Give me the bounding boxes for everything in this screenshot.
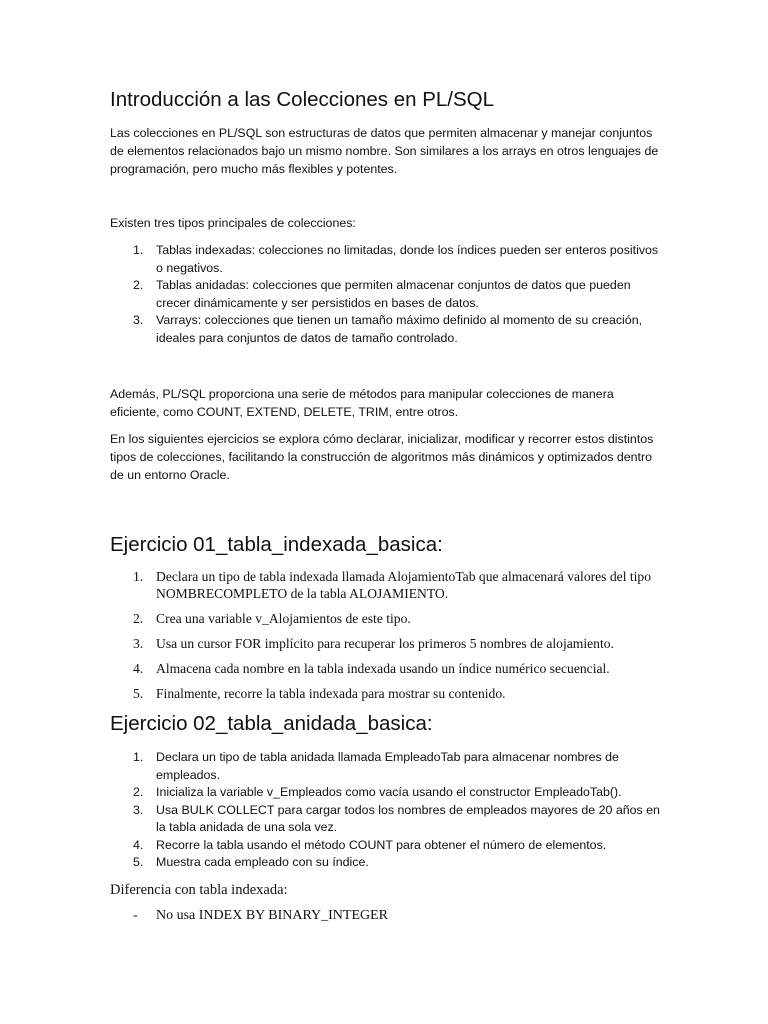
list-item-text: No usa INDEX BY BINARY_INTEGER [156,908,389,923]
list-item-text: Declara un tipo de tabla anidada llamada EmpleadoTab para almacenar nombres de empleados. [156,750,619,782]
list-item-text: Crea una variable v_Alojamientos de este tipo. [156,610,411,626]
list-item-text: Recorre la tabla usando el método COUNT para obtener el número de elementos. [156,837,607,852]
intro-title: Introducción a las Colecciones en PL/SQL [110,88,495,111]
exercise-02-title: Ejercicio 02_tabla_anidada_basica: [110,712,433,735]
list-item [110,837,660,855]
list-number: 3. [133,635,144,651]
exercise-02-steps [110,749,660,872]
list-number: 2. [133,785,144,799]
list-item-text: Usa un cursor FOR implícito para recuperar los primeros 5 nombres de alojamiento. [156,635,614,651]
list-item [110,569,660,602]
list-item [110,749,660,784]
differences-list [110,907,660,925]
list-number: 4. [133,837,144,852]
methods-paragraph: Además, PL/SQL proporciona una serie de métodos para manipular colecciones de manera eficiente, como COUNT, EXTEND, DELETE, TRIM, entre otros. [110,387,614,419]
list-item [110,636,660,653]
list-item-text: Usa BULK COLLECT para cargar todos los nombres de empleados mayores de 20 años en la tabla anidada de una sola vez. [156,802,660,834]
list-item [110,784,660,802]
list-item-text: Tablas anidadas: colecciones que permiten almacenar conjuntos de datos que pueden crecer dinámicamente y ser persistidos en bases de datos. [156,278,631,310]
list-number: 4. [133,660,144,676]
list-number: 3. [133,802,144,817]
collection-types-list [110,242,660,347]
dash-bullet: - [133,908,138,923]
list-item [110,661,660,678]
list-item [110,686,660,703]
list-number: 5. [133,685,144,701]
exercise-01-title: Ejercicio 01_tabla_indexada_basica: [110,533,443,556]
list-item [110,242,660,277]
list-item [110,312,660,347]
list-item [110,854,660,872]
list-item-text: Finalmente, recorre la tabla indexada para mostrar su contenido. [156,685,506,701]
list-item [110,277,660,312]
list-item-text: Varrays: colecciones que tienen un tamaño máximo definido al momento de su creación, ideales para conjuntos de datos de tamaño controlado. [156,313,643,345]
intro-paragraph: Las colecciones en PL/SQL son estructuras de datos que permiten almacenar y manejar conjuntos de elementos relacionados bajo un mismo nombre. Son similares a los arrays en otros lenguajes de programación, pero mucho más flexibles y potentes. [110,126,659,176]
difference-heading: Diferencia con tabla indexada: [110,882,288,898]
list-number: 2. [133,610,144,626]
list-item-text: Tablas indexadas: colecciones no limitadas, donde los índices pueden ser enteros positivos o negativos. [156,243,659,275]
list-item [110,802,660,837]
list-item [110,611,660,628]
list-item-text: Almacena cada nombre en la tabla indexada usando un índice numérico secuencial. [156,660,610,676]
list-number: 5. [133,855,144,869]
list-number: 1. [133,569,144,584]
list-number: 1. [133,243,144,257]
exercises-paragraph: En los siguientes ejercicios se explora cómo declarar, inicializar, modificar y recorrer estos distintos tipos de colecciones, facilitando la construcción de algoritmos más dinámicos y optimizados dentro de un entorno Oracle. [110,432,654,482]
list-number: 1. [133,750,144,764]
types-intro: Existen tres tipos principales de colecciones: [110,216,356,230]
list-number: 2. [133,278,144,292]
list-number: 3. [133,313,144,327]
list-item-text: Muestra cada empleado con su índice. [156,855,369,869]
list-item [110,907,660,925]
exercise-01-steps [110,569,660,711]
list-item-text: Inicializa la variable v_Empleados como vacía usando el constructor EmpleadoTab(). [156,785,622,799]
list-item-text: Declara un tipo de tabla indexada llamada AlojamientoTab que almacenará valores del tipo NOMBRECOMPLETO de la tabla ALOJAMIENTO. [156,569,652,601]
